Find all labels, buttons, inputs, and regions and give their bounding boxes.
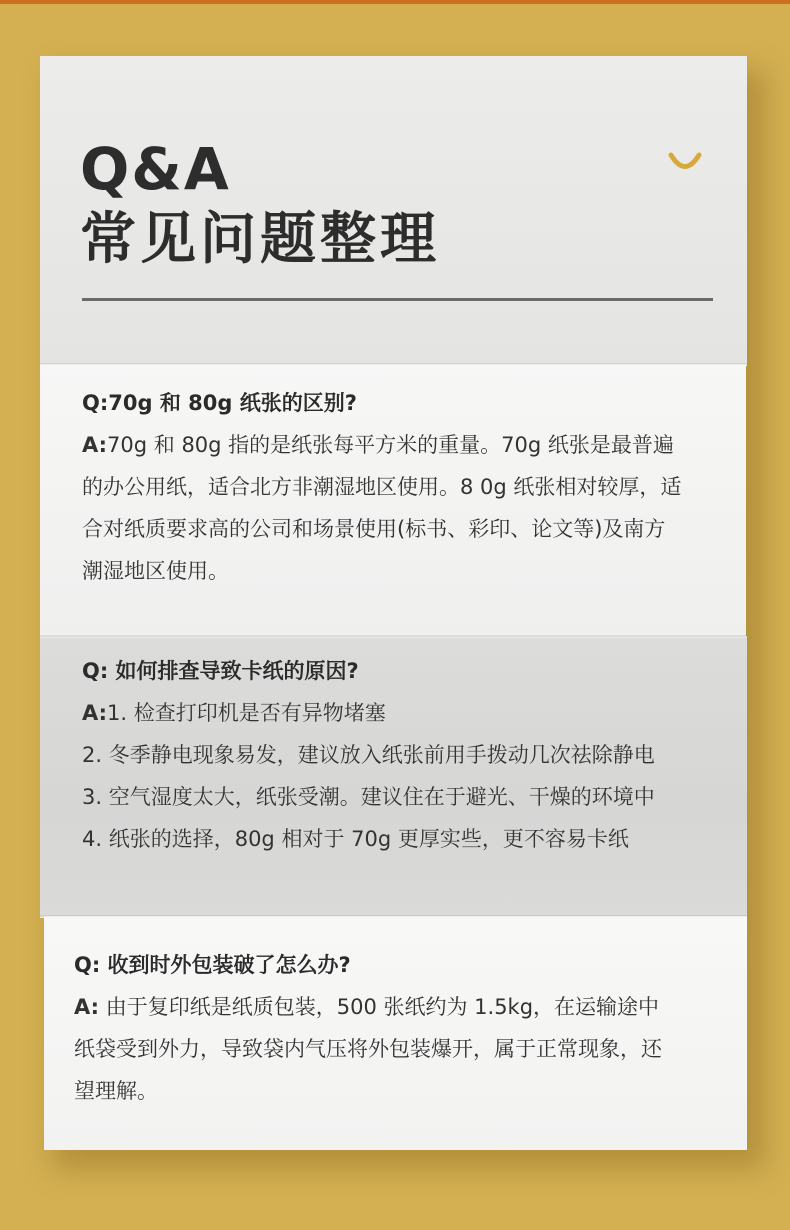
faq-item xyxy=(74,944,720,1112)
faq-answer-line xyxy=(82,692,712,734)
fold-line xyxy=(40,363,747,366)
faq-question: Q: 收到时外包装破了怎么办? xyxy=(74,953,351,977)
faq-question: Q:70g 和 80g 纸张的区别? xyxy=(82,391,357,415)
fold-line xyxy=(40,635,747,638)
answer-label: A: xyxy=(82,433,108,457)
faq-item xyxy=(82,382,712,592)
fold-line xyxy=(40,915,747,918)
faq-answer-line xyxy=(82,424,712,466)
faq-answer-line: 合对纸质要求高的公司和场景使用(标书、彩印、论文等)及南方 xyxy=(82,517,666,541)
faq-answer-line: 4. 纸张的选择，80g 相对于 70g 更厚实些，更不容易卡纸 xyxy=(82,827,629,851)
faq-answer-text: 由于复印纸是纸质包装，500 张纸约为 1.5kg，在运输途中 xyxy=(99,995,660,1019)
faq-answer-line: 望理解。 xyxy=(74,1079,158,1103)
page-title-en: Q&A xyxy=(80,135,231,203)
page-title-cn: 常见问题整理 xyxy=(80,207,440,272)
faq-item xyxy=(82,650,712,860)
faq-answer-line: 潮湿地区使用。 xyxy=(82,559,229,583)
faq-answer-text: 1. 检查打印机是否有异物堵塞 xyxy=(107,701,386,725)
answer-label: A: xyxy=(82,701,108,725)
smile-icon xyxy=(667,152,703,172)
faq-answer-line: 纸袋受到外力，导致袋内气压将外包装爆开，属于正常现象，还 xyxy=(74,1037,662,1061)
faq-question: Q: 如何排查导致卡纸的原因? xyxy=(82,659,359,683)
faq-answer-line: 2. 冬季静电现象易发，建议放入纸张前用手拨动几次祛除静电 xyxy=(82,743,655,767)
title-divider xyxy=(82,298,713,301)
answer-label: A: xyxy=(74,995,100,1019)
faq-answer-text: 70g 和 80g 指的是纸张每平方米的重量。70g 纸张是最普遍 xyxy=(107,433,674,457)
faq-answer-line: 的办公用纸，适合北方非潮湿地区使用。8 0g 纸张相对较厚，适 xyxy=(82,475,682,499)
faq-answer-line: 3. 空气湿度太大，纸张受潮。建议住在于避光、干燥的环境中 xyxy=(82,785,655,809)
faq-answer-line xyxy=(74,986,720,1028)
top-edge-strip xyxy=(0,0,790,4)
